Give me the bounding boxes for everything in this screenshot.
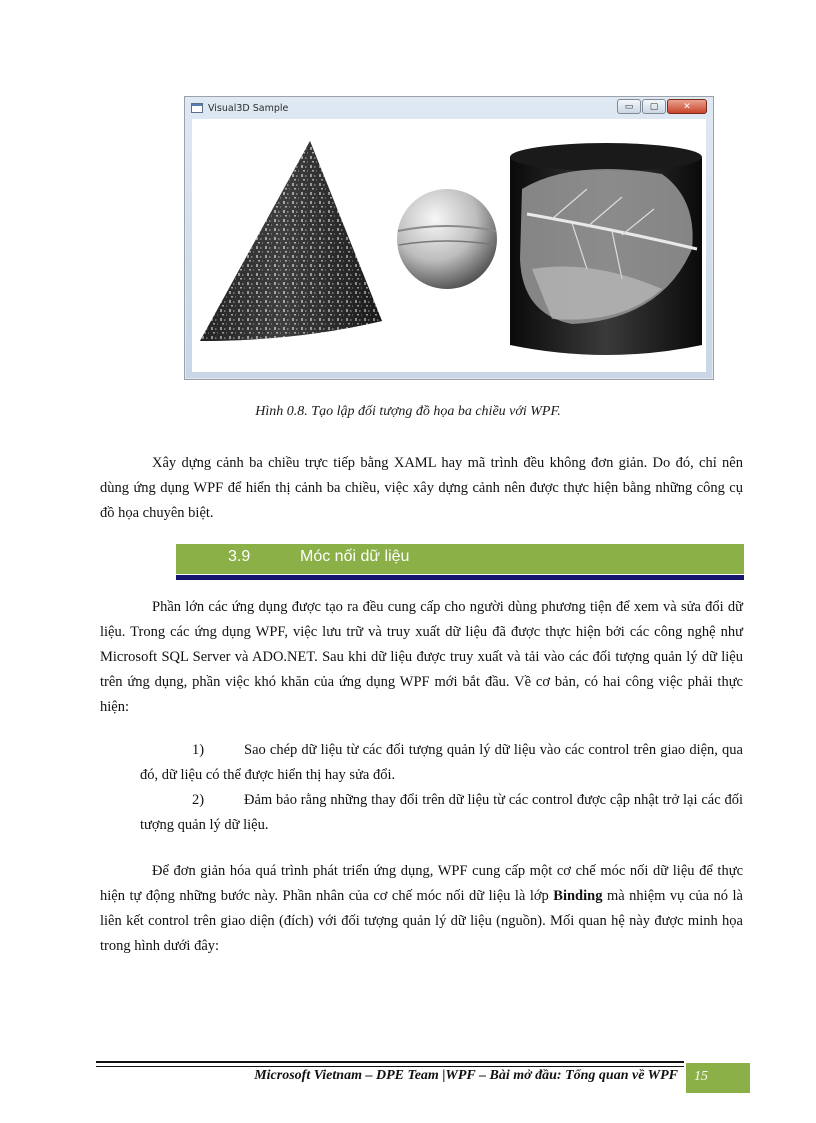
footer-rule	[96, 1061, 684, 1063]
figure-caption: Hình 0.8. Tạo lập đối tượng đồ họa ba chiều với WPF.	[255, 404, 561, 419]
list-item: 2) Đảm bảo rằng những thay đổi trên dữ liệu từ các control được cập nhật trở lại các đối tượng quản lý dữ liệu.	[140, 792, 743, 833]
window-title: Visual3D Sample	[208, 102, 289, 114]
section-heading	[176, 544, 744, 574]
footer-rule-thin	[96, 1066, 684, 1067]
window-app-icon	[191, 103, 203, 113]
window-controls	[617, 99, 707, 114]
close-icon[interactable]: ✕	[667, 99, 707, 114]
3d-scene	[192, 119, 706, 372]
paragraph-data-intro: Phần lớn các ứng dụng được tạo ra đều cung cấp cho người dùng phương tiện để xem và sửa đổi dữ liệu. Trong các ứng dụng WPF, việc lưu trữ và truy xuất dữ liệu đã được thực hiện bởi các công nghệ như Microsoft SQL Server và ADO.NET. Sau khi dữ liệu được truy xuất và tải vào các đối tượng quản lý dữ liệu trên ứng dụng, phần việc khó khăn của ứng dụng WPF mới bắt đầu. Về cơ bản, có hai công việc phải thực hiện:	[100, 599, 743, 715]
window-client-area	[192, 119, 706, 372]
binding-class-name: Binding	[553, 888, 603, 904]
section-number: 3.9	[228, 548, 251, 565]
window-title-bar	[185, 97, 713, 119]
minimize-icon[interactable]: ▭	[617, 99, 641, 114]
page-number: 15	[686, 1063, 750, 1093]
paragraph-3d-scene: Xây dựng cảnh ba chiều trực tiếp bằng XAML hay mã trình đều không đơn giản. Do đó, chỉ nên dùng ứng dụng WPF để hiển thị cảnh ba chiều, việc xây dựng cảnh nên được thực hiện bằng những công cụ đồ họa chuyên biệt.	[100, 455, 743, 521]
list-item: 1) Sao chép dữ liệu từ các đối tượng quản lý dữ liệu vào các control trên giao diện, qua đó, dữ liệu có thể được hiển thị hay sửa đổi.	[140, 742, 743, 783]
task-list	[140, 738, 743, 838]
section-title: Móc nối dữ liệu	[300, 548, 410, 565]
paragraph-binding: Để đơn giản hóa quá trình phát triển ứng dụng, WPF cung cấp một cơ chế móc nối dữ liệu để thực hiện tự động những bước này. Phần nhân của cơ chế móc nối dữ liệu là lớp Binding mà nhiệm vụ của nó là liên kết control trên giao diện (đích) với đối tượng quản lý dữ liệu (nguồn). Mối quan hệ này được minh họa trong hình dưới đây:	[100, 863, 743, 954]
section-underline	[176, 575, 744, 580]
sphere-shape	[397, 189, 497, 289]
visual3d-window-screenshot	[184, 96, 714, 380]
maximize-icon[interactable]: ▢	[642, 99, 666, 114]
footer-text: Microsoft Vietnam – DPE Team |WPF – Bài mở đầu: Tổng quan về WPF	[254, 1068, 678, 1083]
